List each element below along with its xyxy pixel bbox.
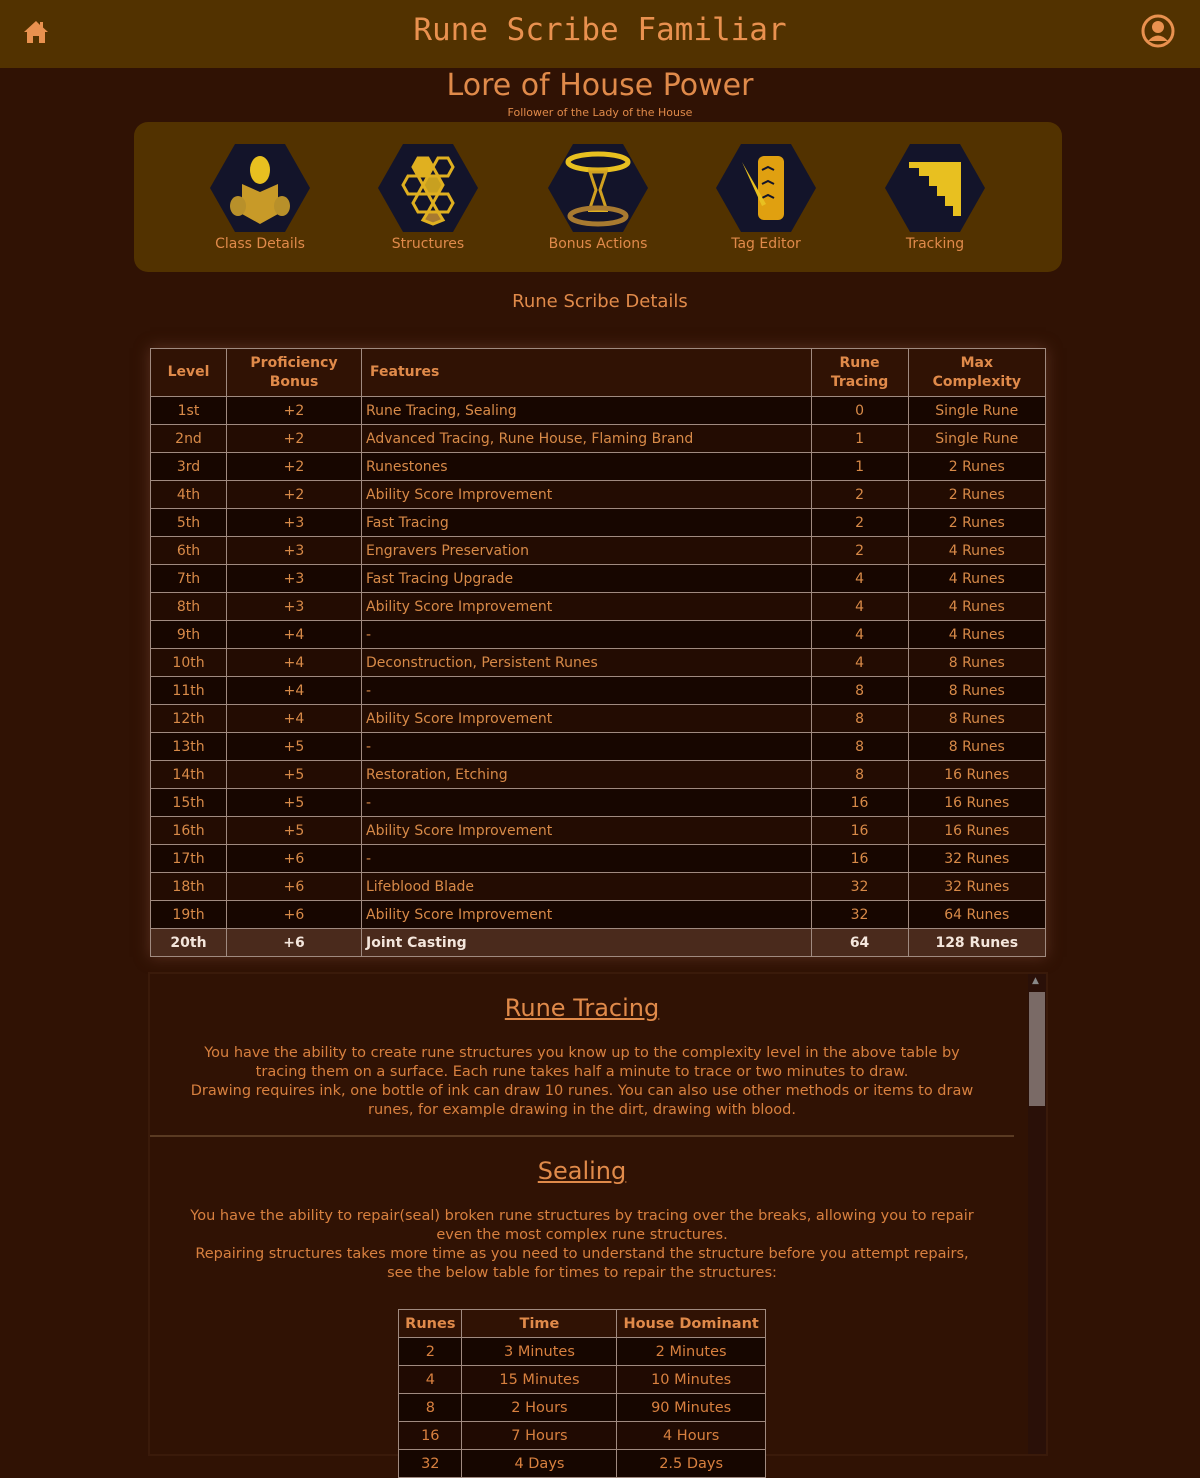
rune-tracing-cell: 2 — [811, 537, 908, 565]
scrollbar-thumb[interactable] — [1029, 992, 1045, 1106]
reading-figure-icon — [220, 148, 300, 228]
table-row — [399, 1394, 766, 1422]
table-row — [151, 677, 1046, 705]
features-cell: Ability Score Improvement — [362, 705, 812, 733]
features-cell: Engravers Preservation — [362, 537, 812, 565]
table-row — [151, 453, 1046, 481]
table-row — [151, 705, 1046, 733]
nav-tracking[interactable] — [865, 144, 1005, 252]
nav-label: Bonus Actions — [548, 236, 648, 252]
nav-structures[interactable] — [358, 144, 498, 252]
runes-cell: 32 — [399, 1450, 462, 1478]
rune-tracing-cell: 1 — [811, 425, 908, 453]
features-cell: Rune Tracing, Sealing — [362, 397, 812, 425]
rune-tracing-text: You have the ability to create rune structures you know up to the complexity level in the above table by tracing them on a surface. Each rune takes half a minute to trace or two minutes to draw. — [204, 1045, 960, 1080]
table-row — [151, 873, 1046, 901]
nav-class-details[interactable] — [190, 144, 330, 252]
section-title: Rune Scribe Details — [512, 291, 688, 312]
col-time: Time — [462, 1310, 617, 1338]
top-bar — [0, 0, 1200, 68]
hourglass-icon — [558, 148, 638, 228]
nav-label: Structures — [391, 236, 465, 252]
max-complexity-cell: 32 Runes — [908, 873, 1045, 901]
features-cell: Ability Score Improvement — [362, 817, 812, 845]
rune-tracing-cell: 8 — [811, 733, 908, 761]
scrollbar[interactable] — [1028, 974, 1046, 1454]
time-cell: 4 Days — [462, 1450, 617, 1478]
house-dominant-cell: 10 Minutes — [617, 1366, 765, 1394]
proficiency-cell: +6 — [227, 929, 362, 957]
col-features: Features — [362, 349, 812, 397]
col-level: Level — [151, 349, 227, 397]
max-complexity-cell: 8 Runes — [908, 705, 1045, 733]
stairs-icon — [895, 148, 975, 228]
max-complexity-cell: 128 Runes — [908, 929, 1045, 957]
level-cell: 16th — [151, 817, 227, 845]
table-row — [399, 1366, 766, 1394]
features-cell: Ability Score Improvement — [362, 901, 812, 929]
level-cell: 3rd — [151, 453, 227, 481]
max-complexity-cell: 16 Runes — [908, 761, 1045, 789]
max-complexity-cell: 2 Runes — [908, 453, 1045, 481]
runes-cell: 4 — [399, 1366, 462, 1394]
features-cell: Restoration, Etching — [362, 761, 812, 789]
nav-tag-editor[interactable] — [696, 144, 836, 252]
max-complexity-cell: 2 Runes — [908, 481, 1045, 509]
rune-tracing-cell: 4 — [811, 649, 908, 677]
table-row — [151, 845, 1046, 873]
rune-tracing-section — [150, 974, 1014, 1137]
proficiency-cell: +2 — [227, 453, 362, 481]
max-complexity-cell: 16 Runes — [908, 817, 1045, 845]
proficiency-cell: +5 — [227, 817, 362, 845]
level-cell: 17th — [151, 845, 227, 873]
proficiency-cell: +5 — [227, 789, 362, 817]
proficiency-cell: +4 — [227, 649, 362, 677]
max-complexity-cell: 4 Runes — [908, 565, 1045, 593]
sealing-text: You have the ability to repair(seal) broken rune structures by tracing over the breaks, allowing you to repair even the most complex rune structures. — [190, 1208, 974, 1243]
table-row — [151, 733, 1046, 761]
proficiency-cell: +4 — [227, 677, 362, 705]
level-cell: 12th — [151, 705, 227, 733]
proficiency-cell: +6 — [227, 873, 362, 901]
level-cell: 1st — [151, 397, 227, 425]
features-cell: Ability Score Improvement — [362, 481, 812, 509]
runes-cell: 16 — [399, 1422, 462, 1450]
level-cell: 8th — [151, 593, 227, 621]
house-dominant-cell: 90 Minutes — [617, 1394, 765, 1422]
table-row — [151, 593, 1046, 621]
proficiency-cell: +4 — [227, 621, 362, 649]
sealing-text-2: Repairing structures takes more time as you need to understand the structure before you attempt repairs, see the below table for times to repair the structures: — [195, 1246, 969, 1281]
features-cell: Joint Casting — [362, 929, 812, 957]
col-runes: Runes — [399, 1310, 462, 1338]
rune-tracing-cell: 0 — [811, 397, 908, 425]
proficiency-cell: +6 — [227, 901, 362, 929]
table-row — [151, 929, 1046, 957]
rune-tracing-cell: 8 — [811, 705, 908, 733]
level-cell: 10th — [151, 649, 227, 677]
max-complexity-cell: Single Rune — [908, 397, 1045, 425]
level-cell: 11th — [151, 677, 227, 705]
level-cell: 7th — [151, 565, 227, 593]
level-cell: 6th — [151, 537, 227, 565]
level-cell: 9th — [151, 621, 227, 649]
proficiency-cell: +3 — [227, 537, 362, 565]
features-cell: Ability Score Improvement — [362, 593, 812, 621]
time-cell: 7 Hours — [462, 1422, 617, 1450]
time-cell: 2 Hours — [462, 1394, 617, 1422]
features-cell: - — [362, 845, 812, 873]
level-cell: 5th — [151, 509, 227, 537]
max-complexity-cell: 64 Runes — [908, 901, 1045, 929]
col-rune-tracing: Rune Tracing — [811, 349, 908, 397]
level-cell: 4th — [151, 481, 227, 509]
level-table — [150, 348, 1046, 957]
scroll-quill-icon — [726, 148, 806, 228]
level-cell: 15th — [151, 789, 227, 817]
proficiency-cell: +4 — [227, 705, 362, 733]
features-cell: Fast Tracing Upgrade — [362, 565, 812, 593]
nav-panel — [134, 122, 1062, 272]
proficiency-cell: +3 — [227, 565, 362, 593]
table-row — [399, 1422, 766, 1450]
level-cell: 2nd — [151, 425, 227, 453]
house-dominant-cell: 2 Minutes — [617, 1338, 765, 1366]
time-cell: 15 Minutes — [462, 1366, 617, 1394]
features-cell: - — [362, 621, 812, 649]
runes-cell: 2 — [399, 1338, 462, 1366]
table-row — [151, 537, 1046, 565]
nav-bonus-actions[interactable] — [528, 144, 668, 252]
max-complexity-cell: 8 Runes — [908, 649, 1045, 677]
max-complexity-cell: 16 Runes — [908, 789, 1045, 817]
level-cell: 14th — [151, 761, 227, 789]
features-cell: Deconstruction, Persistent Runes — [362, 649, 812, 677]
col-max-complexity: Max Complexity — [908, 349, 1045, 397]
col-proficiency: Proficiency Bonus — [227, 349, 362, 397]
table-row — [151, 649, 1046, 677]
features-cell: - — [362, 733, 812, 761]
user-icon[interactable] — [1141, 14, 1175, 48]
rune-tracing-cell: 2 — [811, 509, 908, 537]
max-complexity-cell: 2 Runes — [908, 509, 1045, 537]
table-row — [151, 901, 1046, 929]
lore-panel[interactable] — [148, 972, 1048, 1472]
page-title: Lore of House Power — [446, 68, 754, 103]
rune-tracing-cell: 8 — [811, 761, 908, 789]
proficiency-cell: +2 — [227, 397, 362, 425]
proficiency-cell: +3 — [227, 593, 362, 621]
table-row — [399, 1450, 766, 1478]
features-cell: - — [362, 789, 812, 817]
rune-tracing-cell: 4 — [811, 593, 908, 621]
features-cell: Runestones — [362, 453, 812, 481]
rune-tracing-heading: Rune Tracing — [504, 994, 660, 1022]
time-cell: 3 Minutes — [462, 1338, 617, 1366]
rune-tracing-cell: 1 — [811, 453, 908, 481]
page-subtitle: Follower of the Lady of the House — [507, 106, 693, 119]
proficiency-cell: +3 — [227, 509, 362, 537]
rune-tracing-cell: 64 — [811, 929, 908, 957]
features-cell: Advanced Tracing, Rune House, Flaming Brand — [362, 425, 812, 453]
rune-tracing-text-2: Drawing requires ink, one bottle of ink can draw 10 runes. You can also use other methods or items to draw runes, for example drawing in the dirt, drawing with blood. — [190, 1083, 974, 1118]
scroll-up-arrow-icon[interactable]: ▲ — [1032, 976, 1039, 986]
table-row — [151, 789, 1046, 817]
rune-tracing-cell: 32 — [811, 873, 908, 901]
max-complexity-cell: Single Rune — [908, 425, 1045, 453]
table-row — [151, 425, 1046, 453]
level-cell: 13th — [151, 733, 227, 761]
max-complexity-cell: 4 Runes — [908, 537, 1045, 565]
rune-tracing-cell: 4 — [811, 621, 908, 649]
rune-tracing-cell: 16 — [811, 845, 908, 873]
rune-tracing-cell: 8 — [811, 677, 908, 705]
col-house-dominant: House Dominant — [617, 1310, 765, 1338]
table-row — [151, 509, 1046, 537]
proficiency-cell: +6 — [227, 845, 362, 873]
max-complexity-cell: 4 Runes — [908, 621, 1045, 649]
repair-time-table — [398, 1309, 766, 1478]
level-cell: 19th — [151, 901, 227, 929]
table-row — [151, 481, 1046, 509]
rune-tracing-cell: 32 — [811, 901, 908, 929]
features-cell: - — [362, 677, 812, 705]
honeycomb-icon — [388, 148, 468, 228]
proficiency-cell: +5 — [227, 733, 362, 761]
level-cell: 18th — [151, 873, 227, 901]
house-dominant-cell: 4 Hours — [617, 1422, 765, 1450]
table-row — [151, 565, 1046, 593]
level-cell: 20th — [151, 929, 227, 957]
table-row — [151, 397, 1046, 425]
table-header-row — [151, 349, 1046, 397]
rune-tracing-cell: 2 — [811, 481, 908, 509]
table-row — [399, 1338, 766, 1366]
features-cell: Fast Tracing — [362, 509, 812, 537]
rune-tracing-cell: 4 — [811, 565, 908, 593]
max-complexity-cell: 8 Runes — [908, 677, 1045, 705]
nav-label: Tracking — [905, 236, 965, 252]
table-row — [151, 621, 1046, 649]
sealing-heading: Sealing — [537, 1157, 627, 1185]
rune-tracing-cell: 16 — [811, 789, 908, 817]
proficiency-cell: +2 — [227, 481, 362, 509]
nav-label: Tag Editor — [731, 236, 801, 252]
house-dominant-cell: 2.5 Days — [617, 1450, 765, 1478]
max-complexity-cell: 4 Runes — [908, 593, 1045, 621]
app-title: Rune Scribe Familiar — [413, 12, 787, 48]
rune-tracing-cell: 16 — [811, 817, 908, 845]
sealing-section — [150, 1137, 1014, 1478]
proficiency-cell: +5 — [227, 761, 362, 789]
nav-label: Class Details — [215, 236, 305, 252]
proficiency-cell: +2 — [227, 425, 362, 453]
runes-cell: 8 — [399, 1394, 462, 1422]
features-cell: Lifeblood Blade — [362, 873, 812, 901]
table-row — [151, 761, 1046, 789]
table-header-row — [399, 1310, 766, 1338]
max-complexity-cell: 32 Runes — [908, 845, 1045, 873]
max-complexity-cell: 8 Runes — [908, 733, 1045, 761]
table-row — [151, 817, 1046, 845]
